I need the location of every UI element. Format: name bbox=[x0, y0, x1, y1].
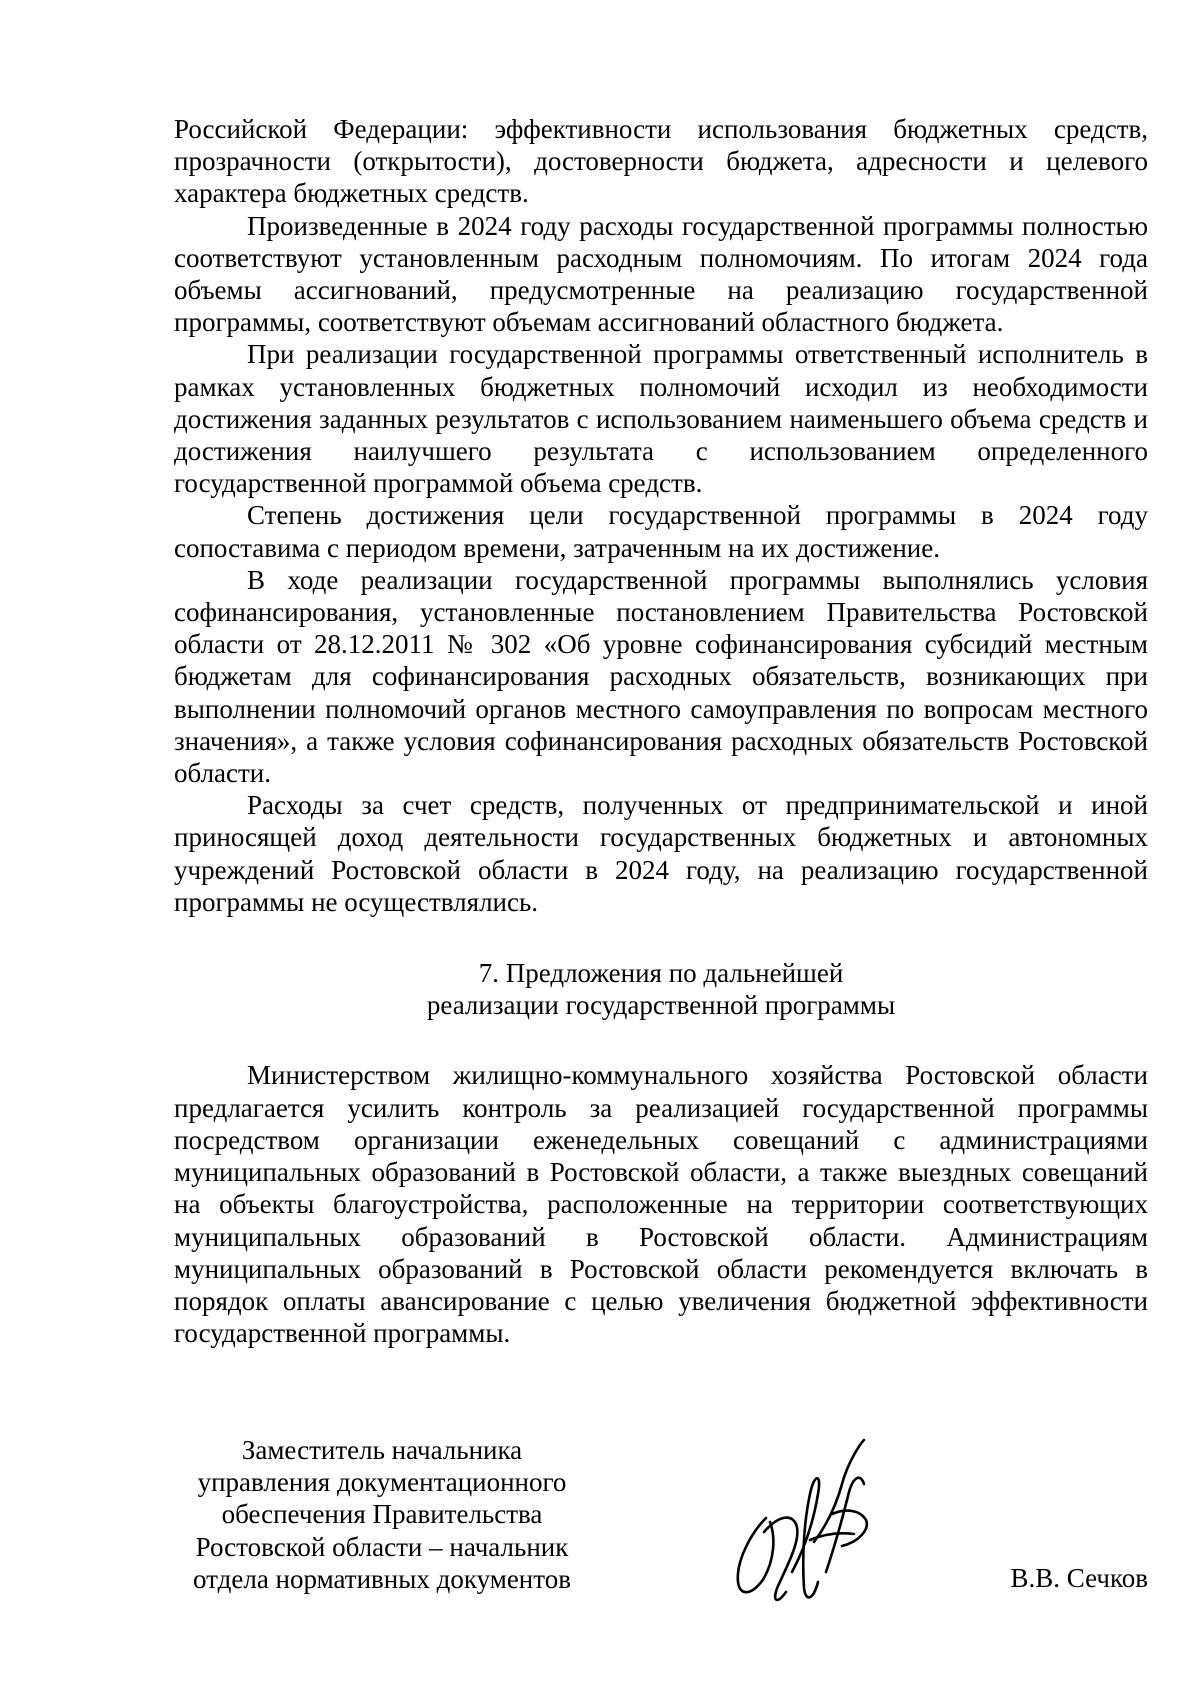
signer-name: В.В. Сечков bbox=[1010, 1563, 1148, 1593]
paragraph-2: Произведенные в 2024 году расходы государственной программы полностью соответствуют установленным расходным полномочиям. По итогам 2024 года объемы ассигнований, предусмотренные на реализацию государственной программы, соответствуют объемам ассигнований областного бюджета. bbox=[174, 210, 1148, 338]
signature-block bbox=[174, 1434, 1148, 1614]
signer-title-line-1: Заместитель начальника bbox=[241, 1435, 523, 1465]
signer-title bbox=[174, 1434, 590, 1595]
paragraph-6: Расходы за счет средств, полученных от предпринимательской и иной приносящей доход деятельности государственных бюджетных и автономных учреждений Ростовской области в 2024 году, на реализацию государственной программы не осуществлялись. bbox=[174, 790, 1148, 917]
signer-title-line-4: Ростовской области – начальник bbox=[195, 1531, 569, 1562]
paragraph-5: В ходе реализации государственной программы выполнялись условия софинансирования, установленные постановлением Правительства Ростовской области от 28.12.2011 № 302 «Об уровне софинансирования субсидий местным бюджетам для софинансирования расходных обязательств, возникающих при выполнении полномочий органов местного самоуправления по вопросам местного значения», а также условия софинансирования расходных обязательств Ростовской области. bbox=[174, 564, 1148, 789]
paragraph-4: Степень достижения цели государственной программы в 2024 году сопоставима с периодом времени, затраченным на их достижение. bbox=[174, 500, 1148, 563]
document-body bbox=[174, 113, 1148, 1349]
paragraph-3: При реализации государственной программы ответственный исполнитель в рамках установленных бюджетных полномочий исходил из необходимости достижения заданных результатов с использованием наименьшего объема средств и достижения наилучшего результата с использованием определенного государственной программой объема средств. bbox=[174, 339, 1148, 499]
paragraph-1: Российской Федерации: эффективности использования бюджетных средств, прозрачности (открытости), достоверности бюджета, адресности и целевого характера бюджетных средств. bbox=[174, 114, 1148, 209]
signer-title-line-2: управления документационного bbox=[197, 1467, 567, 1498]
section-7-heading-line-1: 7. Предложения по дальнейшей bbox=[478, 958, 844, 989]
handwritten-signature bbox=[714, 1422, 894, 1612]
section-7-heading-line-2: реализации государственной программы bbox=[426, 990, 896, 1021]
signer-title-line-5: отдела нормативных документов bbox=[193, 1563, 571, 1594]
section-7-heading bbox=[174, 957, 1148, 1021]
section-7-paragraph: Министерством жилищно-коммунального хозяйства Ростовской области предлагается усилить контроль за реализацией государственной программы посредством организации еженедельных совещаний с администрациями муниципальных образований в Ростовской области, а также выездных совещаний на объекты благоустройства, расположенные на территории соответствующих муниципальных образований в Ростовской области. Администрациям муниципальных образований в Ростовской области рекомендуется включать в порядок оплаты авансирование с целью увеличения бюджетной эффективности государственной программы. bbox=[174, 1060, 1148, 1349]
signer-title-line-3: обеспечения Правительства bbox=[221, 1499, 543, 1530]
